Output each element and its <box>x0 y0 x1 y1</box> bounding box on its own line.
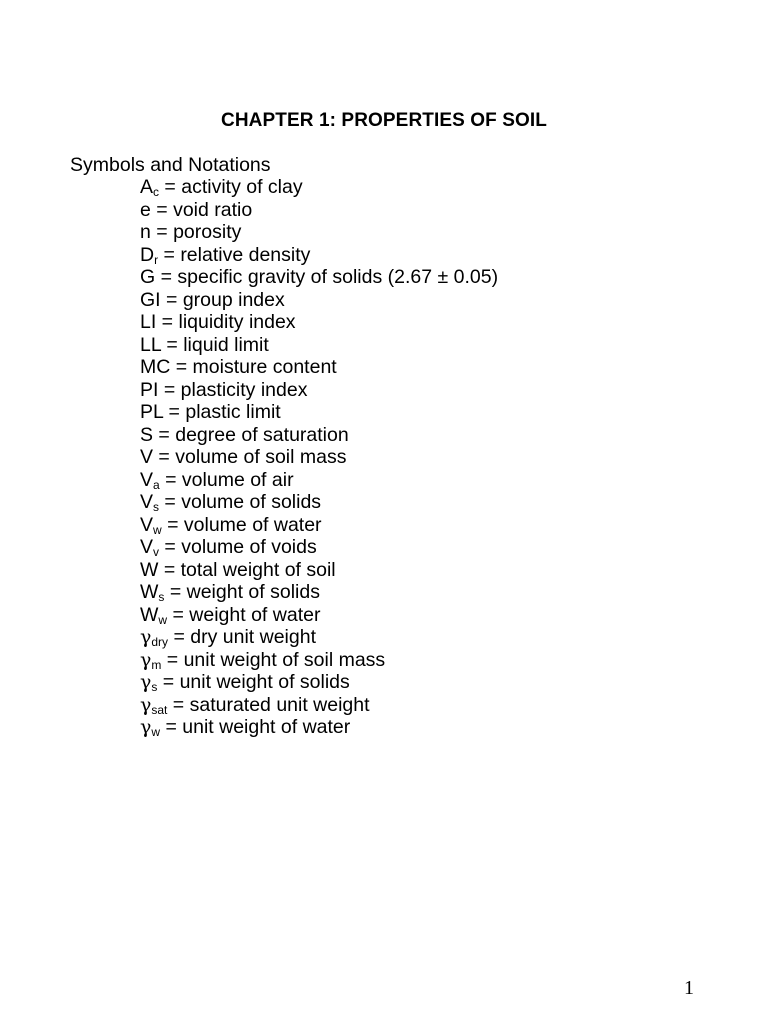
symbol-subscript: w <box>153 522 162 537</box>
symbol-item <box>140 379 498 402</box>
symbol-item <box>140 446 498 469</box>
symbol-subscript: a <box>153 477 160 492</box>
symbol-definition: = unit weight of soil mass <box>161 648 386 671</box>
symbol-definition: = dry unit weight <box>168 626 316 648</box>
symbol: e <box>140 198 151 221</box>
symbol: W <box>140 603 159 626</box>
symbol: D <box>140 243 155 266</box>
symbol-definition: = plastic limit <box>163 401 281 423</box>
symbol: G <box>140 266 156 288</box>
symbol: γ <box>140 626 152 648</box>
symbol-item <box>140 626 498 649</box>
symbol: MC <box>140 356 171 378</box>
symbol: S <box>140 423 154 446</box>
symbol-definition: = liquid limit <box>160 333 269 356</box>
symbol-definition: = weight of water <box>167 603 321 626</box>
symbol: V <box>140 446 154 468</box>
symbol-definition: = volume of voids <box>159 536 317 558</box>
chapter-title: CHAPTER 1: PROPERTIES OF SOIL <box>221 110 547 131</box>
symbol-item <box>140 289 498 312</box>
symbol-item <box>140 176 498 199</box>
symbol-definition: = total weight of soil <box>158 558 336 581</box>
symbol-definition: = relative density <box>158 243 311 266</box>
symbol-item <box>140 671 498 694</box>
symbol-item <box>140 581 498 604</box>
symbol-item <box>140 469 498 492</box>
symbol-definition: = volume of air <box>159 468 294 491</box>
symbol-item <box>140 514 498 537</box>
symbol-subscript: w <box>151 725 161 739</box>
symbol-definition: = degree of saturation <box>153 423 349 446</box>
symbol-definition: = plasticity index <box>158 378 308 401</box>
symbol-item <box>140 649 498 672</box>
symbol-list <box>140 176 498 739</box>
symbol: LI <box>140 311 157 333</box>
symbol-definition: = activity of clay <box>159 176 303 198</box>
symbol: LL <box>140 333 161 356</box>
symbol: PL <box>140 401 164 423</box>
symbol-subscript: w <box>158 612 168 627</box>
symbol-definition: = volume of solids <box>159 491 322 513</box>
symbol: PI <box>140 378 159 401</box>
symbol-item <box>140 311 498 334</box>
symbol-subscript: v <box>153 545 160 559</box>
symbol-item <box>140 424 498 447</box>
symbol: W <box>140 581 159 603</box>
symbol-definition: = unit weight of solids <box>157 671 350 693</box>
symbol-item <box>140 244 498 267</box>
symbol: V <box>140 536 154 558</box>
symbol-subscript: c <box>153 185 160 199</box>
symbol: W <box>140 558 159 581</box>
symbol: GI <box>140 288 161 311</box>
symbol-item <box>140 334 498 357</box>
symbol: γ <box>140 693 152 716</box>
symbol-subscript: sat <box>151 702 168 717</box>
symbol: A <box>140 176 154 198</box>
symbol-item <box>140 716 498 739</box>
symbol: γ <box>140 648 152 671</box>
symbol-definition: = moisture content <box>170 356 337 378</box>
symbol-subscript: s <box>158 590 165 604</box>
symbol-definition: = group index <box>160 288 285 311</box>
symbol-subscript: s <box>151 680 158 694</box>
symbol-definition: = volume of water <box>161 513 322 536</box>
symbol-definition: = weight of solids <box>164 581 320 603</box>
symbol-definition: = specific gravity of solids (2.67 ± 0.05) <box>155 266 499 288</box>
symbol-subscript: dry <box>151 635 169 649</box>
symbol-item <box>140 199 498 222</box>
symbol-definition: = porosity <box>150 221 242 243</box>
symbol-item <box>140 221 498 244</box>
symbol-item <box>140 491 498 514</box>
symbol-definition: = volume of soil mass <box>153 446 347 468</box>
symbol-item <box>140 266 498 289</box>
symbol: γ <box>140 716 152 738</box>
symbol-subscript: m <box>151 657 162 672</box>
symbol-item <box>140 559 498 582</box>
page-number: 1 <box>684 977 694 999</box>
symbol: n <box>140 221 151 243</box>
symbol: V <box>140 491 154 513</box>
symbol-item <box>140 356 498 379</box>
symbol-item <box>140 694 498 717</box>
symbol-definition: = saturated unit weight <box>167 693 370 716</box>
symbol-definition: = void ratio <box>150 198 253 221</box>
symbol-definition: = liquidity index <box>156 311 296 333</box>
symbol-item <box>140 604 498 627</box>
symbol-subscript: s <box>153 500 160 514</box>
symbol: γ <box>140 671 152 693</box>
section-heading: Symbols and Notations <box>70 154 271 176</box>
symbol: V <box>140 468 154 491</box>
symbol-item <box>140 401 498 424</box>
symbol-item <box>140 536 498 559</box>
symbol-subscript: r <box>154 252 159 267</box>
symbol: V <box>140 513 154 536</box>
symbol-definition: = unit weight of water <box>160 716 351 738</box>
